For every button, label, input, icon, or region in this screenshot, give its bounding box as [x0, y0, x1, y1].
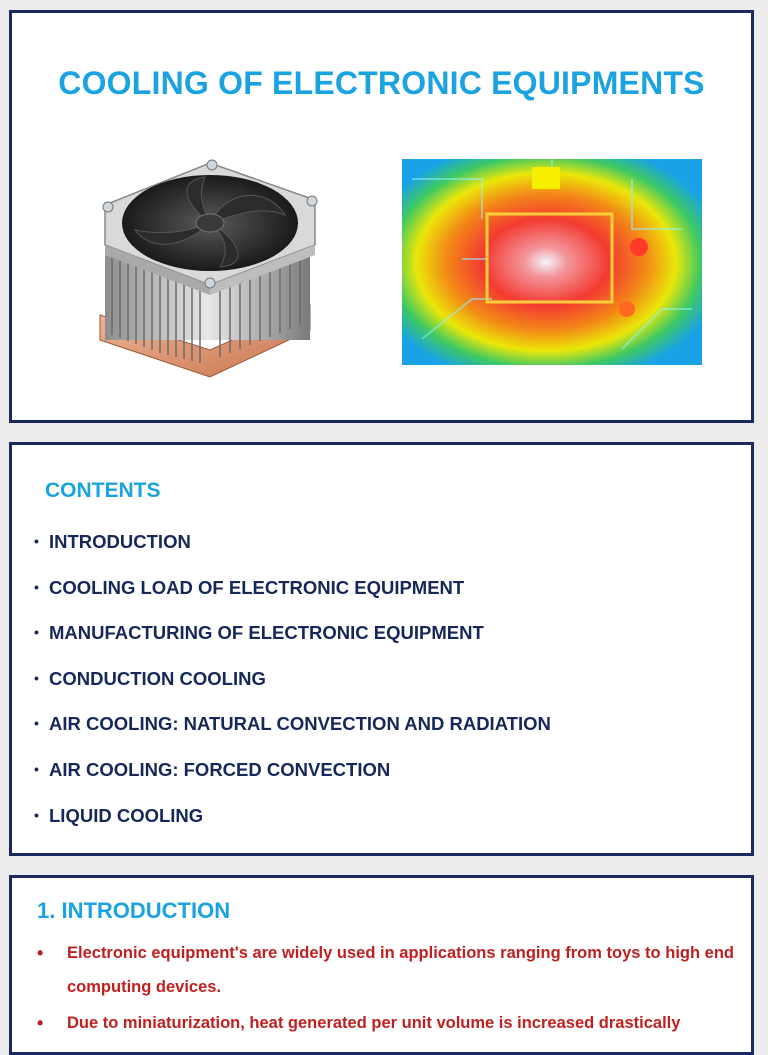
- title-slide: [9, 10, 754, 423]
- paragraph: • Due to miniaturization, heat generated per unit volume is increased drastically: [67, 1006, 734, 1040]
- introduction-slide: [9, 875, 754, 1055]
- list-item: • MANUFACTURING OF ELECTRONIC EQUIPMENT: [34, 622, 484, 644]
- list-item: • AIR COOLING: FORCED CONVECTION: [34, 758, 391, 780]
- thermal-board-image: [402, 159, 702, 365]
- list-item: • COOLING LOAD OF ELECTRONIC EQUIPMENT: [34, 576, 465, 598]
- bullet-icon: •: [37, 943, 44, 963]
- list-item: • AIR COOLING: NATURAL CONVECTION AND RADIATION: [34, 713, 551, 735]
- slide-title: COOLING OF ELECTRONIC EQUIPMENTS: [58, 65, 705, 101]
- heatsink-fan-image: [80, 145, 320, 385]
- contents-slide: [9, 442, 754, 856]
- list-item: • INTRODUCTION: [34, 531, 191, 552]
- section-heading: 1. INTRODUCTION: [37, 898, 231, 923]
- bullet-icon: •: [37, 1013, 44, 1033]
- contents-list: [34, 530, 551, 849]
- contents-heading: CONTENTS: [45, 479, 161, 502]
- list-item: • CONDUCTION COOLING: [34, 667, 266, 689]
- paragraph: • Electronic equipment's are widely used in applications ranging from toys to high end computing devices.: [67, 936, 734, 1004]
- list-item: • LIQUID COOLING: [34, 804, 204, 826]
